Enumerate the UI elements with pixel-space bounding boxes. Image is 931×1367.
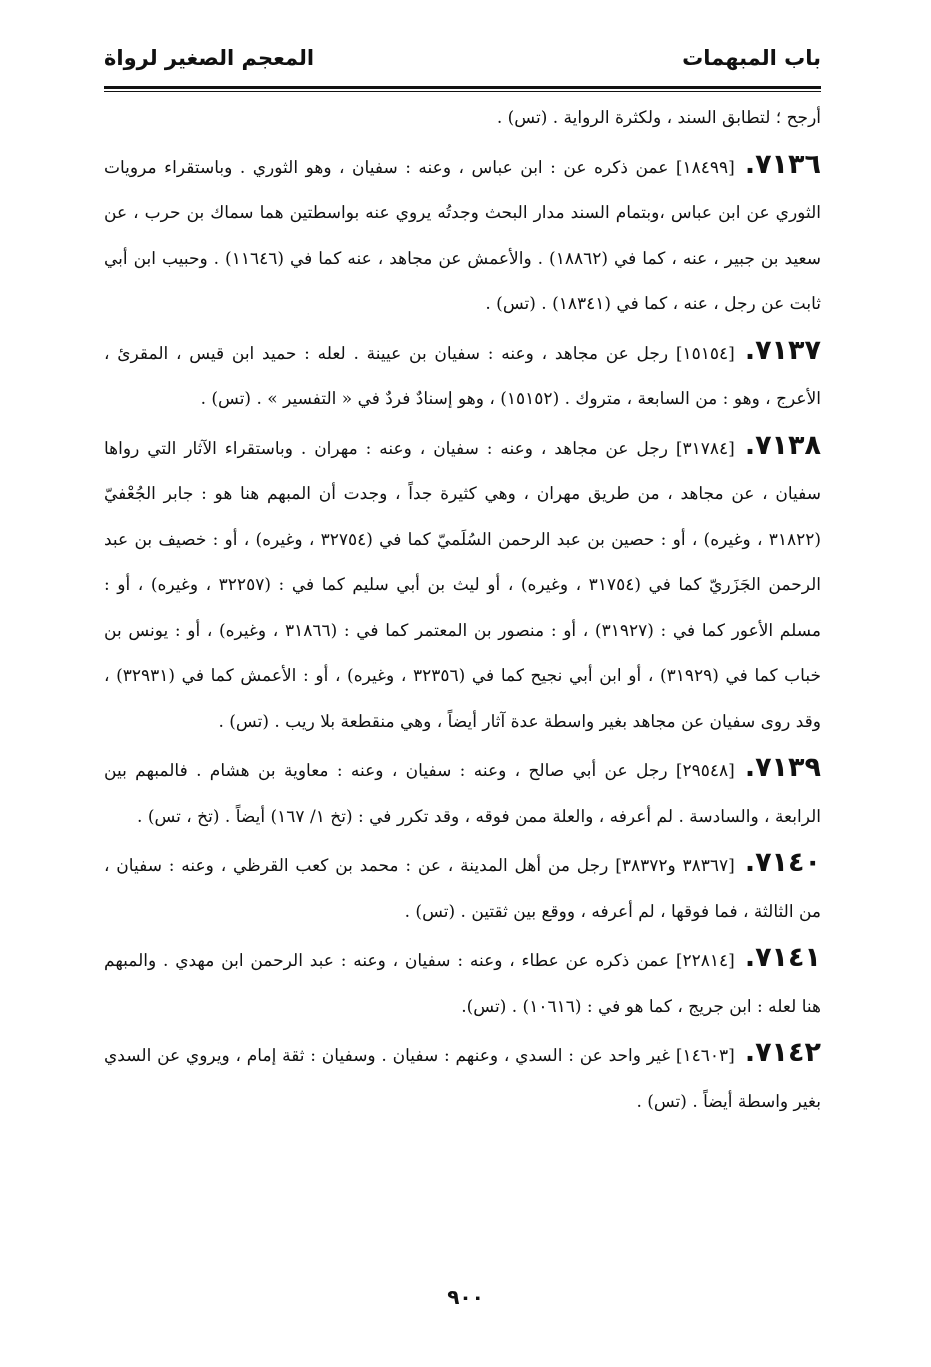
book-title: المعجم الصغير لرواة bbox=[104, 46, 315, 70]
entry-7136 bbox=[104, 142, 821, 328]
entry-text: [٣٨٣٦٧ و٣٨٣٧٢] رجل من أهل المدينة ، عن : محمد بن كعب القرظي ، وعنه : سفيان ، من الثالثة ، فما فوقها ، لم أعرفه ، ووقع بين ثقتين . (تس) . bbox=[104, 856, 821, 922]
entry-7140 bbox=[104, 840, 821, 935]
entry-text: [١٤٦٠٣] غير واحد عن : السدي ، وعنهم : سفيان . وسفيان : ثقة إمام ، ويروي عن السدي بغير واسطة أيضاً . (تس) . bbox=[104, 1046, 821, 1112]
page-number: ٩٠٠ bbox=[447, 1285, 484, 1309]
entry-number: ٧١٣٧. bbox=[744, 334, 821, 366]
entry-text: [١٨٤٩٩] عمن ذكره عن : ابن عباس ، وعنه : سفيان ، وهو الثوري . وباستقراء مرويات الثوري عن ابن عباس ،وبتمام السند مدار البحث وجدتُه يروي عنه بواسطتين هما سماك بن حرب ، عن سعيد بن جبير ، عنه ، كما في (١٨٨٦٢) . والأعمش عن مجاهد ، عنه كما في (١١٦٤٦) . وحبيب ابن أبي ثابت عن رجل ، عنه ، كما في (١٨٣٤١) . (تس) . bbox=[104, 157, 821, 314]
entry-text: [٢٩٥٤٨] رجل عن أبي صالح ، وعنه : سفيان ، وعنه : معاوية بن هشام . فالمبهم بين الرابعة ، والسادسة . لم أعرفه ، والعلة ممن فوقه ، وقد تكرر في : (تخ ١/ ١٦٧) أيضاً . (تخ ، تس) . bbox=[104, 761, 821, 827]
entry-number: ٧١٣٦. bbox=[744, 148, 821, 180]
entry-number: ٧١٣٨. bbox=[744, 429, 821, 461]
chapter-title: باب المبهمات bbox=[682, 46, 821, 70]
entry-text: [٢٢٨١٤] عمن ذكره عن عطاء ، وعنه : سفيان ، وعنه : عبد الرحمن ابن مهدي . والمبهم هنا لعله : ابن جريج ، كما هو في : (١٠٦١٦) . (تس). bbox=[104, 951, 821, 1017]
entry-number: ٧١٤٢. bbox=[744, 1037, 821, 1068]
entry-7139 bbox=[104, 745, 821, 840]
intro-paragraph: أرجح ؛ لتطابق السند ، ولكثرة الرواية . (تس) . bbox=[496, 108, 821, 128]
page-body bbox=[104, 96, 821, 1125]
page-header bbox=[104, 38, 821, 78]
entry-7141 bbox=[104, 935, 821, 1030]
header-rule-thin bbox=[104, 91, 821, 92]
entry-7142 bbox=[104, 1030, 821, 1125]
entry-text: [١٥١٥٤] رجل عن مجاهد ، وعنه : سفيان بن عيينة . لعله : حميد ابن قيس ، المقرئ ، الأعرج ، وهو : من السابعة ، متروك . (١٥١٥٢) ، وهو إسنادٌ فردٌ في « التفسير » . (تس) . bbox=[104, 343, 821, 409]
entry-number: ٧١٤٠. bbox=[744, 847, 821, 878]
entry-number: ٧١٤١. bbox=[744, 942, 821, 973]
entry-7137 bbox=[104, 328, 821, 423]
entry-number: ٧١٣٩. bbox=[744, 752, 821, 783]
header-rule-thick bbox=[104, 86, 821, 89]
entry-7138 bbox=[104, 423, 821, 746]
entry-text: [٣١٧٨٤] رجل عن مجاهد ، وعنه : سفيان ، وعنه : مهران . وباستقراء الآثار التي رواها سفيان ، عن مجاهد ، من طريق مهران ، وهي كثيرة جداً ، وجدت أن المبهم هنا هو : جابر الجُعْفيّ (٣١٨٢٢ ، وغيره) ، أو : حصين بن عبد الرحمن السُلَميّ كما في (٣٢٧٥٤ ، وغيره) ، أو : خصيف بن عبد الرحمن الجَزَريّ كما في (٣١٧٥٤ ، وغيره) ، أو ليث بن أبي سليم كما في : (٣٢٢٥٧ ، وغيره) ، أو : مسلم الأعور كما في : (٣١٩٢٧) ، أو : منصور بن المعتمر كما في : (٣١٨٦٦ ، وغيره) ، أو : يونس بن خباب كما في (٣١٩٢٩) ، أو ابن أبي نجيح كما في (٣٢٣٥٦ ، وغيره) ، أو : الأعمش كما في (٣٢٩٣١) ، وقد روى سفيان عن مجاهد بغير واسطة عدة آثار أيضاً ، وهي منقطعة بلا ريب . (تس) . bbox=[104, 438, 821, 732]
